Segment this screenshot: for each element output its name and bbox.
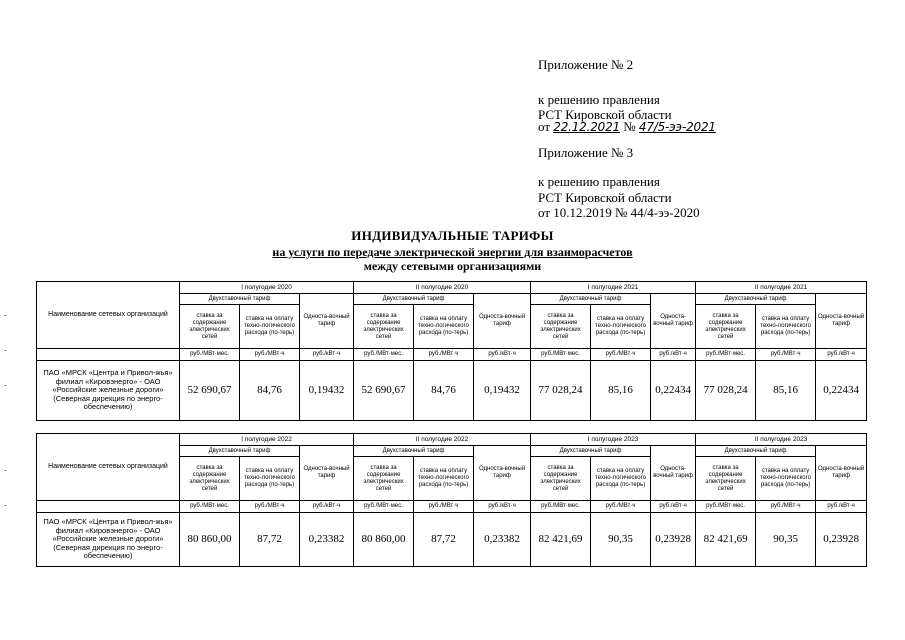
unit-content: руб./МВт·мес.: [180, 349, 240, 361]
number-prefix: №: [623, 119, 636, 134]
period-header: II полугодие 2021: [696, 282, 867, 294]
loss-rate-value: 84,76: [240, 361, 300, 421]
loss-rate-value: 90,35: [591, 513, 651, 567]
document-subtitle-2: между сетевыми организациями: [363, 259, 542, 273]
loss-rate-header: ставка на оплату техно-логического расхода (по-терь): [756, 305, 816, 349]
decision3-line-2: РСТ Кировской области: [538, 190, 672, 205]
loss-rate-value: 85,16: [591, 361, 651, 421]
content-rate-value: 52 690,67: [354, 361, 414, 421]
org-header: Наименование сетевых организаций: [37, 434, 180, 501]
single-rate-value: 0,23382: [474, 513, 531, 567]
document-subtitle-1: на услуги по передаче электрической энергии для взаиморасчетов: [272, 245, 633, 259]
appendix-2-label: Приложение № 2: [538, 57, 634, 72]
decision-line-1: к решению правления: [538, 92, 660, 107]
two-part-tariff-header: Двухставочный тариф: [354, 294, 474, 305]
content-rate-header: ставка за содержание электрических сетей: [180, 305, 240, 349]
unit-content: руб./МВт·мес.: [696, 349, 756, 361]
scan-mark: [4, 315, 7, 316]
unit-single: руб./кВт·ч: [651, 501, 696, 513]
single-rate-header: Односта-вочный тариф: [474, 294, 531, 349]
unit-content: руб./МВт·мес.: [531, 501, 591, 513]
period-header: II полугодие 2022: [354, 434, 531, 446]
two-part-tariff-header: Двухставочный тариф: [180, 294, 300, 305]
single-rate-value: 0,19432: [474, 361, 531, 421]
unit-content: руб./МВт·мес.: [354, 349, 414, 361]
period-header: II полугодие 2023: [696, 434, 867, 446]
unit-loss: руб./МВт·ч: [414, 501, 474, 513]
date-prefix: от: [538, 119, 551, 134]
unit-loss: руб./МВт·ч: [756, 501, 816, 513]
unit-single: руб./кВт·ч: [300, 349, 354, 361]
single-rate-header: Односта-вочный тариф: [816, 294, 867, 349]
scan-mark: [4, 470, 7, 471]
scan-mark: [4, 505, 7, 506]
loss-rate-value: 84,76: [414, 361, 474, 421]
decision3-line-3: от 10.12.2019 № 44/4-ээ-2020: [538, 205, 700, 220]
unit-loss: руб./МВт·ч: [414, 349, 474, 361]
two-part-tariff-header: Двухставочный тариф: [180, 446, 300, 457]
single-rate-header: Односта-вочный тариф: [651, 294, 696, 349]
unit-loss: руб./МВт·ч: [591, 349, 651, 361]
content-rate-value: 82 421,69: [696, 513, 756, 567]
org-header: Наименование сетевых организаций: [37, 282, 180, 349]
scan-mark: [4, 350, 7, 351]
unit-content: руб./МВт·мес.: [531, 349, 591, 361]
unit-loss: руб./МВт·ч: [240, 501, 300, 513]
loss-rate-header: ставка на оплату техно-логического расхода (по-терь): [414, 305, 474, 349]
content-rate-value: 80 860,00: [180, 513, 240, 567]
two-part-tariff-header: Двухставочный тариф: [531, 294, 651, 305]
unit-loss: руб./МВт·ч: [591, 501, 651, 513]
loss-rate-value: 87,72: [240, 513, 300, 567]
content-rate-header: ставка за содержание электрических сетей: [180, 457, 240, 501]
single-rate-header: Односта-вочный тариф: [651, 446, 696, 501]
scan-mark: [4, 385, 7, 386]
loss-rate-header: ставка на оплату техно-логического расхода (по-терь): [591, 457, 651, 501]
unit-content: руб./МВт·мес.: [696, 501, 756, 513]
period-header: II полугодие 2020: [354, 282, 531, 294]
org-name-cell: ПАО «МРСК «Центра и Привол-жья» филиал «Кировэнерго» - ОАО «Российские железные дороги» (Северная дирекция по энерго-обеспечению): [37, 513, 180, 567]
handwritten-date: 22.12.2021: [553, 120, 620, 134]
decision3-line-1: к решению правления: [538, 174, 660, 189]
loss-rate-value: 87,72: [414, 513, 474, 567]
two-part-tariff-header: Двухставочный тариф: [531, 446, 651, 457]
content-rate-value: 77 028,24: [696, 361, 756, 421]
period-header: I полугодие 2021: [531, 282, 696, 294]
decision-date-line: [538, 119, 716, 135]
single-rate-value: 0,19432: [300, 361, 354, 421]
tariff-table-2020-2021: [36, 281, 867, 421]
unit-content: руб./МВт·мес.: [180, 501, 240, 513]
content-rate-header: ставка за содержание электрических сетей: [531, 305, 591, 349]
unit-single: руб./кВт·ч: [300, 501, 354, 513]
content-rate-header: ставка за содержание электрических сетей: [531, 457, 591, 501]
loss-rate-header: ставка на оплату техно-логического расхода (по-терь): [414, 457, 474, 501]
period-header: I полугодие 2023: [531, 434, 696, 446]
appendix-3-label: Приложение № 3: [538, 145, 634, 160]
loss-rate-header: ставка на оплату техно-логического расхода (по-терь): [591, 305, 651, 349]
content-rate-value: 82 421,69: [531, 513, 591, 567]
loss-rate-value: 85,16: [756, 361, 816, 421]
single-rate-value: 0,22434: [816, 361, 867, 421]
unit-single: руб./кВт·ч: [474, 349, 531, 361]
unit-single: руб./кВт·ч: [816, 349, 867, 361]
unit-loss: руб./МВт·ч: [240, 349, 300, 361]
single-rate-header: Односта-вочный тариф: [300, 294, 354, 349]
content-rate-value: 77 028,24: [531, 361, 591, 421]
tariff-table-2022-2023: [36, 433, 867, 567]
single-rate-header: Односта-вочный тариф: [300, 446, 354, 501]
handwritten-number: 47/5-ээ-2021: [638, 120, 716, 134]
unit-content: руб./МВт·мес.: [354, 501, 414, 513]
two-part-tariff-header: Двухставочный тариф: [354, 446, 474, 457]
decision-line-2: РСТ Кировской области: [538, 107, 672, 122]
empty-cell: [37, 349, 180, 361]
single-rate-value: 0,22434: [651, 361, 696, 421]
content-rate-header: ставка за содержание электрических сетей: [696, 457, 756, 501]
content-rate-header: ставка за содержание электрических сетей: [354, 305, 414, 349]
two-part-tariff-header: Двухставочный тариф: [696, 294, 816, 305]
empty-cell: [37, 501, 180, 513]
loss-rate-header: ставка на оплату техно-логического расхода (по-терь): [756, 457, 816, 501]
org-name-cell: ПАО «МРСК «Центра и Привол-жья» филиал «Кировэнерго» - ОАО «Российские железные дороги» (Северная дирекция по энерго-обеспечению): [37, 361, 180, 421]
single-rate-value: 0,23928: [816, 513, 867, 567]
period-header: I полугодие 2020: [180, 282, 354, 294]
loss-rate-header: ставка на оплату техно-логического расхода (по-терь): [240, 457, 300, 501]
single-rate-value: 0,23928: [651, 513, 696, 567]
single-rate-header: Односта-вочный тариф: [474, 446, 531, 501]
loss-rate-value: 90,35: [756, 513, 816, 567]
unit-single: руб./кВт·ч: [816, 501, 867, 513]
content-rate-value: 52 690,67: [180, 361, 240, 421]
loss-rate-header: ставка на оплату техно-логического расхода (по-терь): [240, 305, 300, 349]
document-title: ИНДИВИДУАЛЬНЫЕ ТАРИФЫ: [351, 228, 554, 243]
single-rate-value: 0,23382: [300, 513, 354, 567]
content-rate-header: ставка за содержание электрических сетей: [696, 305, 756, 349]
unit-single: руб./кВт·ч: [474, 501, 531, 513]
period-header: I полугодие 2022: [180, 434, 354, 446]
two-part-tariff-header: Двухставочный тариф: [696, 446, 816, 457]
content-rate-value: 80 860,00: [354, 513, 414, 567]
content-rate-header: ставка за содержание электрических сетей: [354, 457, 414, 501]
single-rate-header: Односта-вочный тариф: [816, 446, 867, 501]
unit-single: руб./кВт·ч: [651, 349, 696, 361]
unit-loss: руб./МВт·ч: [756, 349, 816, 361]
